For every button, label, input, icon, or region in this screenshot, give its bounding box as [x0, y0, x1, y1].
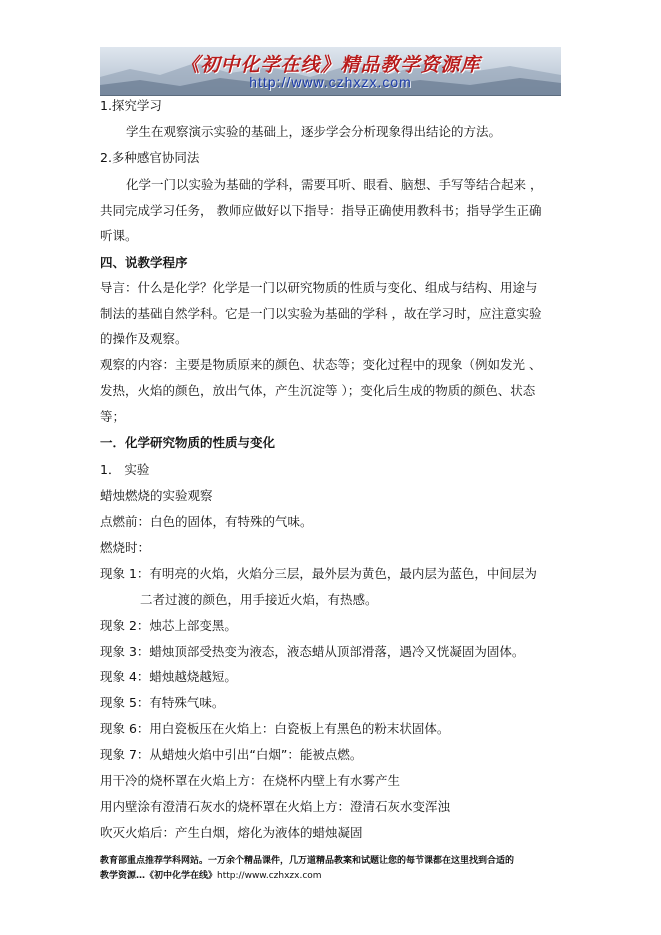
- footer-resource-text: 教学资源…《初中化学在线》: [100, 871, 218, 881]
- candle-observation-title: 蜡烛燃烧的实验观察: [100, 488, 213, 503]
- paragraph-inquiry: 学生在观察演示实验的基础上，逐步学会分析现象得出结论的方法。: [126, 124, 502, 139]
- heading-multisensory: 2.多种感官协同法: [100, 150, 200, 165]
- phenomenon-4: 现象 4：蜡烛越烧越短。: [100, 669, 237, 684]
- phenomenon-6: 现象 6：用白瓷板压在火焰上：白瓷板上有黑色的粉末状固体。: [100, 721, 450, 736]
- section-heading-procedure: 四、说教学程序: [100, 255, 188, 270]
- intro-line-1: 导言：什么是化学？化学是一门以研究物质的性质与变化、组成与结构、用途与: [100, 280, 538, 295]
- limewater-beaker-test: 用内壁涂有澄清石灰水的烧杯罩在火焰上方：澄清石灰水变浑浊: [100, 799, 451, 814]
- phenomenon-3: 现象 3：蜡烛顶部受热变为液态，液态蜡从顶部滑落，遇冷又恍凝固为固体。: [100, 644, 525, 659]
- paragraph-multisensory-1: 化学一门以实验为基础的学科，需要耳听、眼看、脑想、手写等结合起来 ，: [126, 177, 543, 192]
- intro-line-2: 制法的基础自然学科。它是一门以实验为基础的学科 ，故在学习时，应注意实验: [100, 306, 542, 321]
- heading-inquiry-learning: 1.探究学习: [100, 98, 162, 113]
- header-banner: [100, 47, 561, 96]
- subheading-experiment: 1． 实验: [100, 462, 150, 477]
- phenomenon-5: 现象 5：有特殊气味。: [100, 695, 225, 710]
- observation-line-3: 等；: [100, 409, 126, 424]
- footer-url-link[interactable]: http://www.czhxzx.com: [217, 871, 322, 881]
- paragraph-multisensory-2: 共同完成学习任务， 教师应做好以下指导：指导正确使用教科书；指导学生正确: [100, 203, 542, 218]
- phenomenon-1: 现象 1：有明亮的火焰，火焰分三层，最外层为黄色，最内层为蓝色，中间层为: [100, 566, 537, 581]
- during-burning: 燃烧时：: [100, 540, 151, 555]
- phenomenon-7: 现象 7：从蜡烛火焰中引出“白烟”：能被点燃。: [100, 747, 363, 762]
- intro-line-3: 的操作及观察。: [100, 331, 188, 346]
- observation-line-2: 发热，火焰的颜色，放出气体，产生沉淀等 ）；变化后生成的物质的颜色、状态: [100, 383, 536, 398]
- dry-beaker-test: 用干冷的烧杯罩在火焰上方：在烧杯内壁上有水雾产生: [100, 773, 401, 788]
- before-ignition: 点燃前：白色的固体，有特殊的气味。: [100, 514, 313, 529]
- after-extinguish: 吹灭火焰后：产生白烟，熔化为液体的蜡烛凝固: [100, 825, 363, 840]
- section-heading-properties: 一．化学研究物质的性质与变化: [100, 435, 276, 450]
- banner-title: 《初中化学在线》精品教学资源库: [180, 54, 481, 76]
- paragraph-multisensory-3: 听课。: [100, 228, 138, 243]
- banner-url-link[interactable]: http://www.czhxzx.com: [249, 74, 412, 90]
- phenomenon-2: 现象 2：烛芯上部变黑。: [100, 618, 237, 633]
- footer-line-2: [100, 869, 570, 883]
- observation-line-1: 观察的内容：主要是物质原来的颜色、状态等；变化过程中的现象（例如发光 、: [100, 357, 542, 372]
- footer-line-1: 教育部重点推荐学科网站。一万余个精品课件，几万道精品教案和试题让您的每节课都在这里找到合适的: [100, 856, 515, 866]
- phenomenon-1-cont: 二者过渡的颜色，用手接近火焰，有热感。: [140, 592, 378, 607]
